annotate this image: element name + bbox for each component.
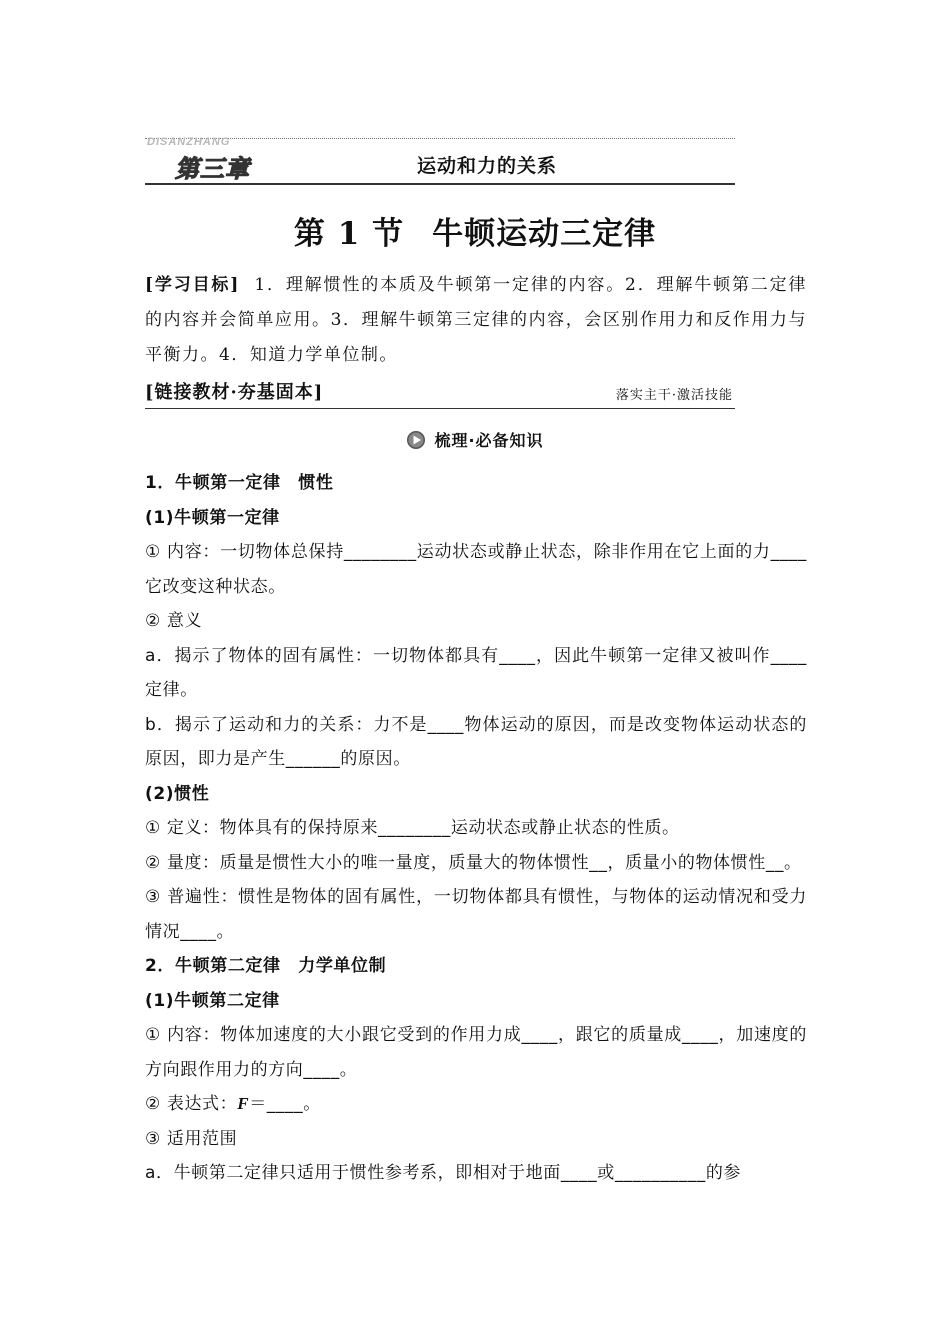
play-icon bbox=[406, 430, 426, 450]
section-number: 第 1 节 bbox=[293, 216, 405, 252]
chapter-title: 运动和力的关系 bbox=[417, 155, 558, 177]
chapter-header bbox=[145, 136, 735, 186]
first-law-meaning: ② 意义 bbox=[145, 611, 203, 631]
section-name: 牛顿运动三定律 bbox=[432, 216, 657, 252]
objectives-tag: [学习目标] bbox=[145, 275, 240, 295]
inertia-measure: ② 量度：质量是惯性大小的唯一量度，质量大的物体惯性__，质量小的物体惯性__。 bbox=[145, 852, 802, 873]
second-law-scope-a: a．牛顿第二定律只适用于惯性参考系，即相对于地面____或__________的参 bbox=[145, 1163, 742, 1183]
subheading-first-law: (1)牛顿第一定律 bbox=[145, 507, 280, 528]
heading-newton-second-law: 2．牛顿第二定律 力学单位制 bbox=[145, 956, 387, 976]
expression-suffix: ＝____。 bbox=[249, 1094, 321, 1114]
content-body bbox=[145, 466, 807, 1191]
inertia-definition: ① 定义：物体具有的保持原来________运动状态或静止状态的性质。 bbox=[145, 818, 680, 838]
subheading-second-law: (1)牛顿第二定律 bbox=[145, 990, 280, 1011]
subhead-text: 梳理·必备知识 bbox=[434, 431, 544, 450]
objectives-text: 1．理解惯性的本质及牛顿第一定律的内容。2．理解牛顿第二定律的内容并会简单应用。3．理解牛顿第三定律的内容，会区别作用力和反作用力与平衡力。4．知道力学单位制。 bbox=[145, 275, 807, 365]
link-bar-subtitle: 落实主干·激活技能 bbox=[615, 388, 733, 403]
expression-prefix: ② 表达式： bbox=[145, 1094, 238, 1114]
subheading-inertia: (2)惯性 bbox=[145, 783, 210, 804]
second-law-content: ① 内容：物体加速度的大小跟它受到的作用力成____，跟它的质量成____，加速度的方向跟作用力的方向____。 bbox=[145, 1025, 807, 1080]
chapter-label: 第三章 bbox=[175, 155, 250, 183]
expression-variable: F bbox=[237, 1094, 250, 1113]
first-law-content: ① 内容：一切物体总保持________运动状态或静止状态，除非作用在它上面的力____它改变这种状态。 bbox=[145, 542, 807, 597]
link-bar bbox=[145, 378, 735, 409]
inertia-universality: ③ 普遍性：惯性是物体的固有属性，一切物体都具有惯性，与物体的运动情况和受力情况____。 bbox=[145, 887, 807, 942]
header-dotted-rule bbox=[145, 138, 735, 139]
first-law-meaning-a: a．揭示了物体的固有属性：一切物体都具有____，因此牛顿第一定律又被叫作____定律。 bbox=[145, 645, 807, 700]
heading-newton-first-law: 1．牛顿第一定律 惯性 bbox=[145, 473, 334, 493]
link-bar-title: [链接教材·夯基固本] bbox=[145, 382, 324, 403]
chapter-pinyin: DISANZHANG bbox=[147, 136, 231, 148]
section-title bbox=[0, 208, 950, 253]
second-law-expression bbox=[145, 1087, 807, 1122]
header-rule bbox=[145, 183, 735, 185]
second-law-scope: ③ 适用范围 bbox=[145, 1128, 238, 1149]
first-law-meaning-b: b．揭示了运动和力的关系：力不是____物体运动的原因，而是改变物体运动状态的原因，即力是产生______的原因。 bbox=[145, 714, 807, 769]
knowledge-subhead bbox=[0, 428, 950, 451]
learning-objectives bbox=[145, 268, 807, 373]
